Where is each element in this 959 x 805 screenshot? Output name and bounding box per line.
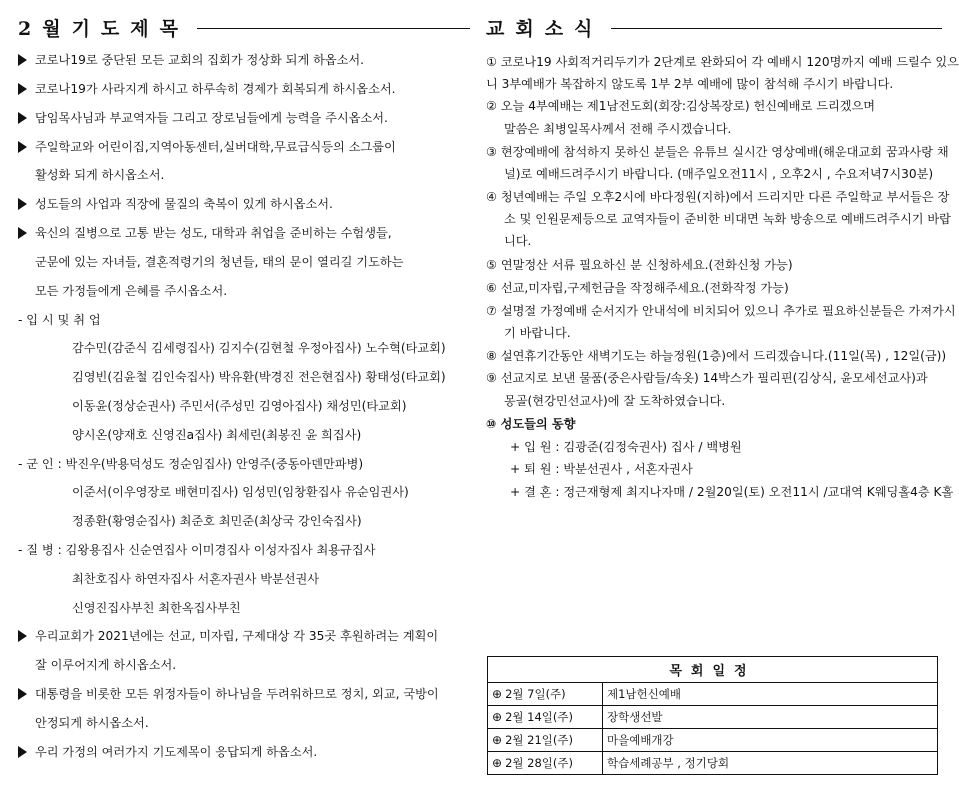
news-item: ⑩ 성도들의 동향 — [486, 417, 576, 431]
sick-names: 최찬호집사 하연자집사 서혼자권사 박분선권사 — [72, 572, 320, 586]
prayer-item: 성도들의 사업과 직장에 물질의 축복이 있게 하시옵소서. — [18, 196, 333, 212]
news-item-continued: 니다. — [504, 234, 532, 248]
news-item-continued: 널)로 예배드려주시기 바랍니다. (매주일오전11시 , 오후2시 , 수요저녁7시30분) — [504, 167, 934, 181]
military-names: 이준서(이우영장로 배현미집사) 임성민(임창환집사 유순임권사) — [72, 485, 409, 499]
news-item: ④ 청년예배는 주일 오후2시에 바다정원(지하)에서 드리지만 다른 주일학교 부서들은 장 — [486, 190, 950, 204]
job-label: - 입 시 및 취 업 — [18, 313, 101, 327]
schedule-title: 목회일정 — [488, 657, 938, 683]
job-names: 감수민(감준식 김세령집사) 김지수(김현철 우정아집사) 노수혁(타교회) — [72, 341, 446, 355]
prayer-item: 코로나19가 사라지게 하시고 하루속히 경제가 회복되게 하시옵소서. — [18, 81, 396, 97]
cross-circle-icon: ⊕ — [492, 710, 503, 724]
trend-admission: + 입 원 : 김광준(김정숙권사) 집사 / 백병원 — [510, 440, 742, 454]
news-item-continued: 기 바랍니다. — [504, 326, 571, 340]
bullet-triangle-icon — [18, 54, 27, 66]
schedule-event: 마을예배개강 — [603, 729, 938, 752]
cross-circle-icon: ⊕ — [492, 756, 503, 770]
bullet-triangle-icon — [18, 83, 27, 95]
prayer-heading — [18, 14, 470, 40]
prayer-item: 주일학교와 어린이집,지역아동센터,실버대학,무료급식등의 소그룹이 — [18, 139, 396, 155]
heading-rule — [197, 28, 470, 29]
schedule-event: 제1남헌신예배 — [603, 683, 938, 706]
schedule-date: ⊕ 2월 21일(주) — [488, 729, 603, 752]
ministry-schedule-table — [487, 656, 938, 775]
news-item: ⑨ 선교지로 보낸 물품(중은사람들/속옷) 14박스가 필리핀(김상식, 윤모세선교사)과 — [486, 371, 928, 385]
trend-discharge: + 퇴 원 : 박분선권사 , 서혼자권사 — [510, 462, 693, 476]
bullet-triangle-icon — [18, 227, 27, 239]
schedule-event: 장학생선발 — [603, 706, 938, 729]
schedule-date: ⊕ 2월 7일(주) — [488, 683, 603, 706]
prayer-item-continued: 군문에 있는 자녀들, 결혼적령기의 청년들, 태의 문이 열리길 기도하는 — [35, 255, 404, 269]
prayer-heading-title: 2월기도제목 — [18, 17, 189, 40]
military-label: - 군 인 : 박진우(박용덕성도 정순임집사) 안영주(중동아덴만파병) — [18, 457, 364, 471]
table-row — [488, 729, 938, 752]
news-item-continued: 말씀은 최병일목사께서 전해 주시겠습니다. — [504, 122, 732, 136]
prayer-item-continued: 활성화 되게 하시옵소서. — [35, 168, 165, 182]
trend-wedding: + 결 혼 : 정근재형제 최지나자매 / 2월20일(토) 오전11시 /교대역 K웨딩홀4층 K홀 — [510, 485, 954, 499]
sick-label: - 질 병 : 김왕용집사 신순연집사 이미경집사 이성자집사 최용규집사 — [18, 543, 376, 557]
bullet-triangle-icon — [18, 688, 27, 700]
bullet-triangle-icon — [18, 198, 27, 210]
news-heading — [486, 14, 942, 40]
news-item: ⑤ 연말정산 서류 필요하신 분 신청하세요.(전화신청 가능) — [486, 258, 793, 272]
bullet-triangle-icon — [18, 746, 27, 758]
military-names: 정종환(황영순집사) 최준호 최민준(최상국 강인숙집사) — [72, 514, 362, 528]
news-item: ① 코로나19 사회적거리두기가 2단계로 완화되어 각 예배시 120명까지 예배 드릴수 있으 — [486, 55, 959, 69]
job-names: 양시온(양재호 신영진a집사) 최세린(최봉진 윤 희집사) — [72, 428, 362, 442]
news-item-continued: 몽골(현강민선교사)에 잘 도착하였습니다. — [504, 394, 726, 408]
table-row — [488, 706, 938, 729]
prayer-item-continued: 안정되게 하시옵소서. — [35, 716, 149, 730]
cross-circle-icon: ⊕ — [492, 687, 503, 701]
prayer-item: 우리교회가 2021년에는 선교, 미자립, 구제대상 각 35곳 후원하려는 계획이 — [18, 628, 438, 644]
news-item: ⑥ 선교,미자립,구제헌금을 작정해주세요.(전화작정 가능) — [486, 281, 789, 295]
schedule-event: 학습세례공부 , 정기당회 — [603, 752, 938, 775]
prayer-item: 대통령을 비롯한 모든 위정자들이 하나님을 두려워하므로 정치, 외교, 국방이 — [18, 686, 439, 702]
news-item-continued: 니 3부예배가 복잡하지 않도록 1부 2부 예배에 많이 참석해 주시기 바랍니다. — [486, 77, 894, 91]
prayer-item: 코로나19로 중단된 모든 교회의 집회가 정상화 되게 하옵소서. — [18, 52, 364, 68]
schedule-date: ⊕ 2월 14일(주) — [488, 706, 603, 729]
bullet-triangle-icon — [18, 630, 27, 642]
prayer-item-continued: 모든 가정들에게 은혜를 주시옵소서. — [35, 284, 228, 298]
prayer-item: 담임목사님과 부교역자들 그리고 장로님들에게 능력을 주시옵소서. — [18, 110, 388, 126]
bullet-triangle-icon — [18, 112, 27, 124]
news-item: ② 오늘 4부예배는 제1남전도회(회장:김상복장로) 헌신예배로 드리겠으며 — [486, 99, 876, 113]
prayer-item: 우리 가정의 여러가지 기도제목이 응답되게 하옵소서. — [18, 744, 317, 760]
news-heading-title: 교회소식 — [486, 17, 604, 40]
schedule-date: ⊕ 2월 28일(주) — [488, 752, 603, 775]
news-item: ⑧ 설연휴기간동안 새벽기도는 하늘정원(1층)에서 드리겠습니다.(11일(목) , 12일(금)) — [486, 349, 947, 363]
news-item: ⑦ 설명절 가정예배 순서지가 안내석에 비치되어 있으니 추가로 필요하신분들은 가져가시 — [486, 304, 956, 318]
table-row — [488, 683, 938, 706]
table-row — [488, 752, 938, 775]
prayer-item: 육신의 질병으로 고통 받는 성도, 대학과 취업을 준비하는 수험생들, — [18, 225, 392, 241]
sick-names: 신영진집사부친 최한옥집사부친 — [72, 601, 241, 615]
news-item: ③ 현장예배에 참석하지 못하신 분들은 유튜브 실시간 영상예배(해운대교회 꿈과사랑 채 — [486, 145, 949, 159]
job-names: 이동윤(정상순권사) 주민서(주성민 김영아집사) 채성민(타교회) — [72, 399, 407, 413]
job-names: 김영빈(김윤철 김인숙집사) 박유환(박경진 전은현집사) 황태성(타교회) — [72, 370, 446, 384]
bullet-triangle-icon — [18, 141, 27, 153]
cross-circle-icon: ⊕ — [492, 733, 503, 747]
schedule-header-row — [488, 657, 938, 683]
heading-rule — [611, 28, 942, 29]
prayer-item-continued: 잘 이루어지게 하시옵소서. — [35, 658, 177, 672]
news-item-continued: 소 및 인원문제등으로 교역자들이 준비한 비대면 녹화 방송으로 예배드려주시기 바랍 — [504, 212, 951, 226]
